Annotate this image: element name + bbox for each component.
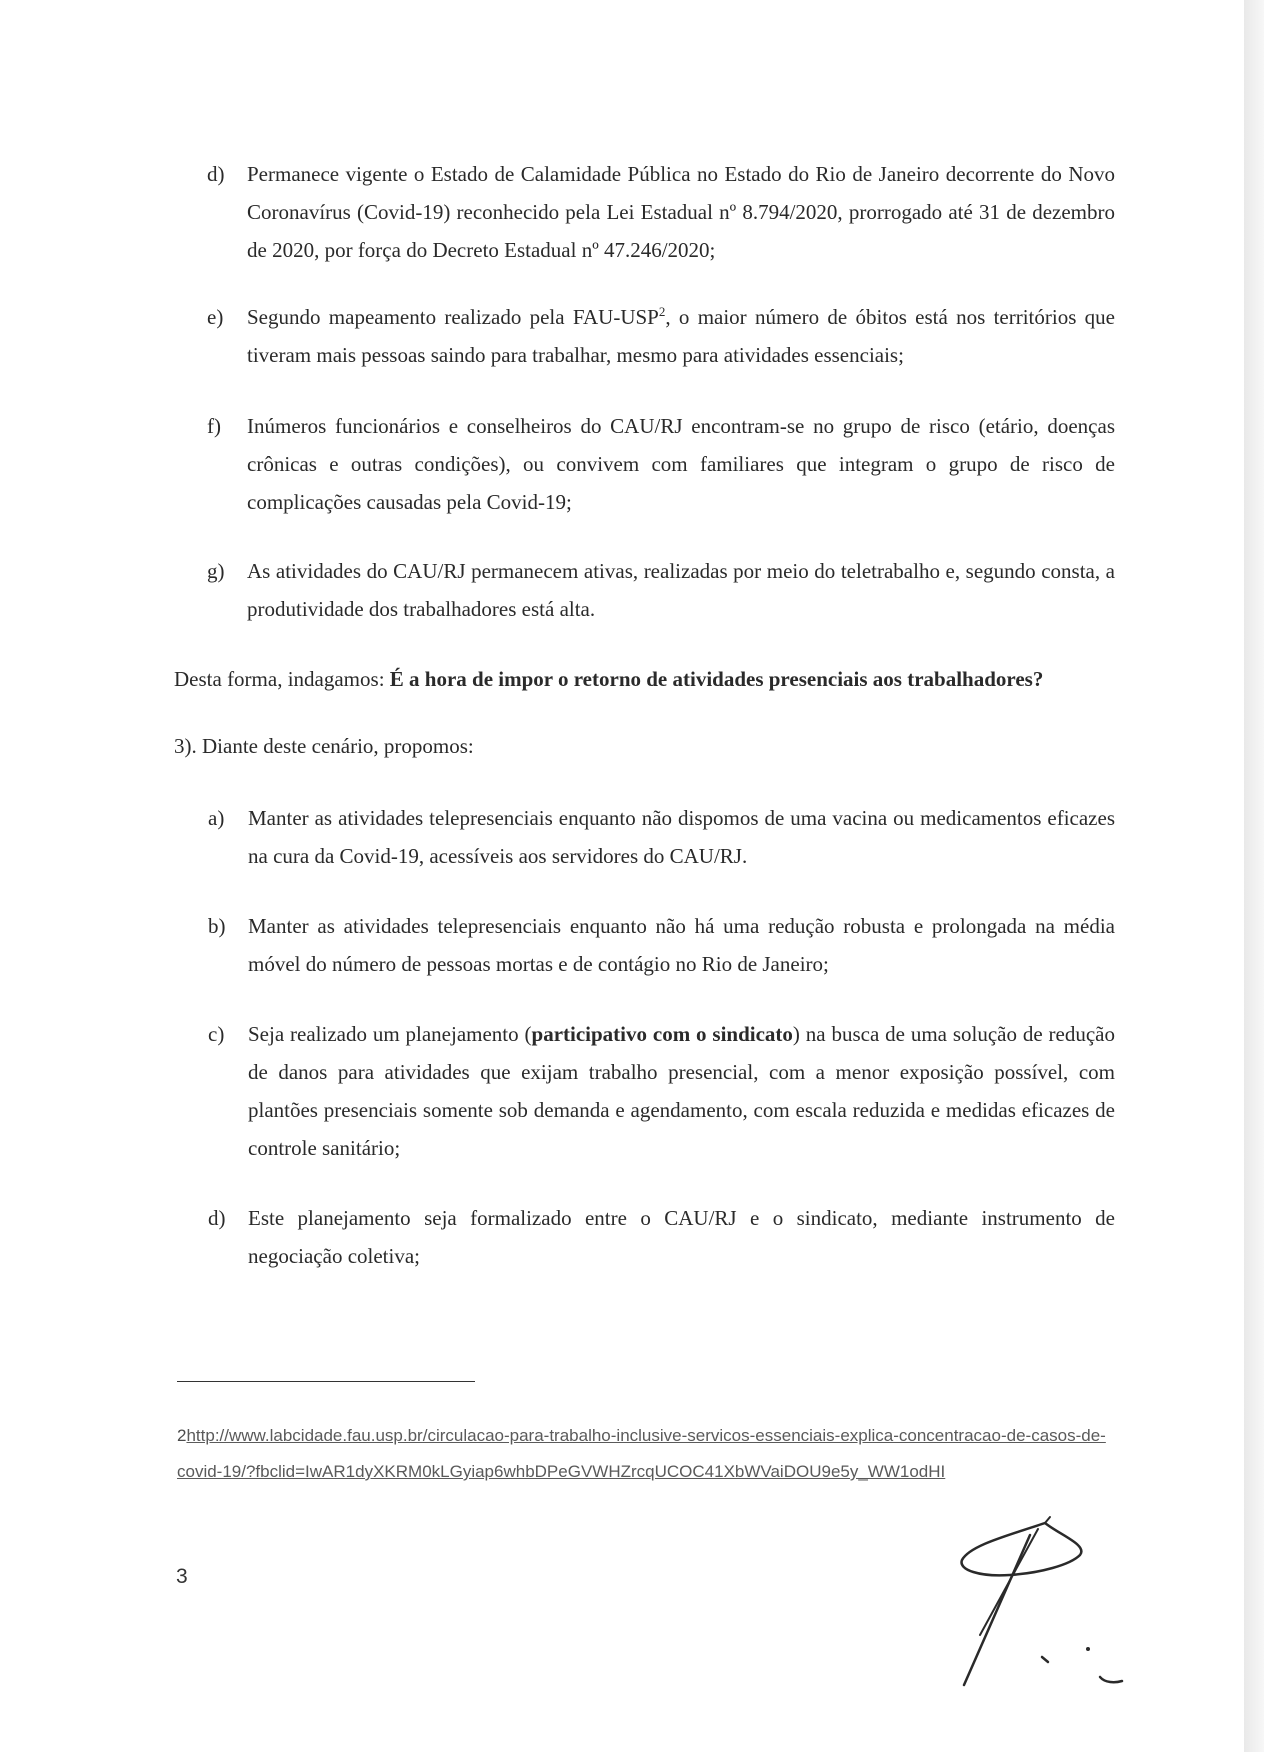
list-marker: b) [208,914,226,938]
footnote-link[interactable]: http://www.labcidade.fau.usp.br/circulacao-para-trabalho-inclusive-servicos-essenciais-explica-concentracao-de-casos-de-covid-19/?fbclid=IwAR1dyXKRM0kLGyiap6whbDPeGVWHZrcqUCOC41XbWVaiDOU9e5y_WW1odHI [177,1426,1106,1481]
list-item-text: Este planejamento seja formalizado entre o CAU/RJ e o sindicato, mediante instrumento de negociação coletiva; [248,1206,1115,1268]
list-marker: f) [207,414,221,438]
question-paragraph [174,660,1134,698]
list-marker: c) [208,1022,225,1046]
scan-edge [1244,0,1264,1752]
list-item-g [207,552,1115,628]
list-item-text: Inúmeros funcionários e conselheiros do CAU/RJ encontram-se no grupo de risco (etário, doenças crônicas e outras condições), ou convivem com familiares que integram o grupo de risco de complicações causadas pela Covid-19; [247,414,1115,514]
list-item-e [207,298,1115,374]
list-item-text: As atividades do CAU/RJ permanecem ativas, realizadas por meio do teletrabalho e, segundo consta, a produtividade dos trabalhadores está alta. [247,559,1115,621]
question-bold: É a hora de impor o retorno de atividades presenciais aos trabalhadores? [389,667,1044,691]
list-item-text: Manter as atividades telepresenciais enquanto não dispomos de uma vacina ou medicamentos eficazes na cura da Covid-19, acessíveis aos servidores do CAU/RJ. [248,806,1115,868]
question-lead: Desta forma, indagamos: [174,667,390,691]
page-number: 3 [176,1565,188,1588]
list-item-c [208,1015,1115,1167]
list-marker: e) [207,305,224,329]
section-3-heading: 3). Diante deste cenário, propomos: [174,734,474,758]
list-item-d-section3 [208,1199,1115,1275]
list-item-text-cont: , o maior número de óbitos está nos territórios que tiveram mais pessoas saindo para trabalhar, mesmo para atividades essenciais; [247,305,1115,367]
list-item-bold: participativo com o sindicato [531,1022,793,1046]
footnote [177,1418,1107,1490]
footnote-reference: 2 [658,304,666,319]
list-marker: g) [207,559,225,583]
list-item-text: Permanece vigente o Estado de Calamidade Pública no Estado do Rio de Janeiro decorrente do Novo Coronavírus (Covid-19) reconhecido pela Lei Estadual nº 8.794/2020, prorrogado até 31 de dezembro de 2020, por força do Decreto Estadual nº 47.246/2020; [247,162,1115,262]
list-item-d [207,155,1115,269]
list-item-a [208,799,1115,875]
list-item-text: Manter as atividades telepresenciais enquanto não há uma redução robusta e prolongada na média móvel do número de pessoas mortas e de contágio no Rio de Janeiro; [248,914,1115,976]
list-item-text: Segundo mapeamento realizado pela FAU-USP [247,305,659,329]
list-marker: d) [208,1206,226,1230]
footnote-number: 2 [177,1426,187,1445]
signature-icon [950,1515,1130,1690]
list-marker: a) [208,806,225,830]
list-item-text-cont: ) na busca de uma solução de redução de danos para atividades que exijam trabalho presencial, com a menor exposição possível, com plantões presenciais somente sob demanda e agendamento, com escala reduzida e medidas eficazes de controle sanitário; [248,1022,1115,1160]
list-item-f [207,407,1115,521]
footnote-divider [177,1381,475,1382]
list-marker: d) [207,162,225,186]
list-item-b [208,907,1115,983]
list-item-text: Seja realizado um planejamento ( [248,1022,532,1046]
